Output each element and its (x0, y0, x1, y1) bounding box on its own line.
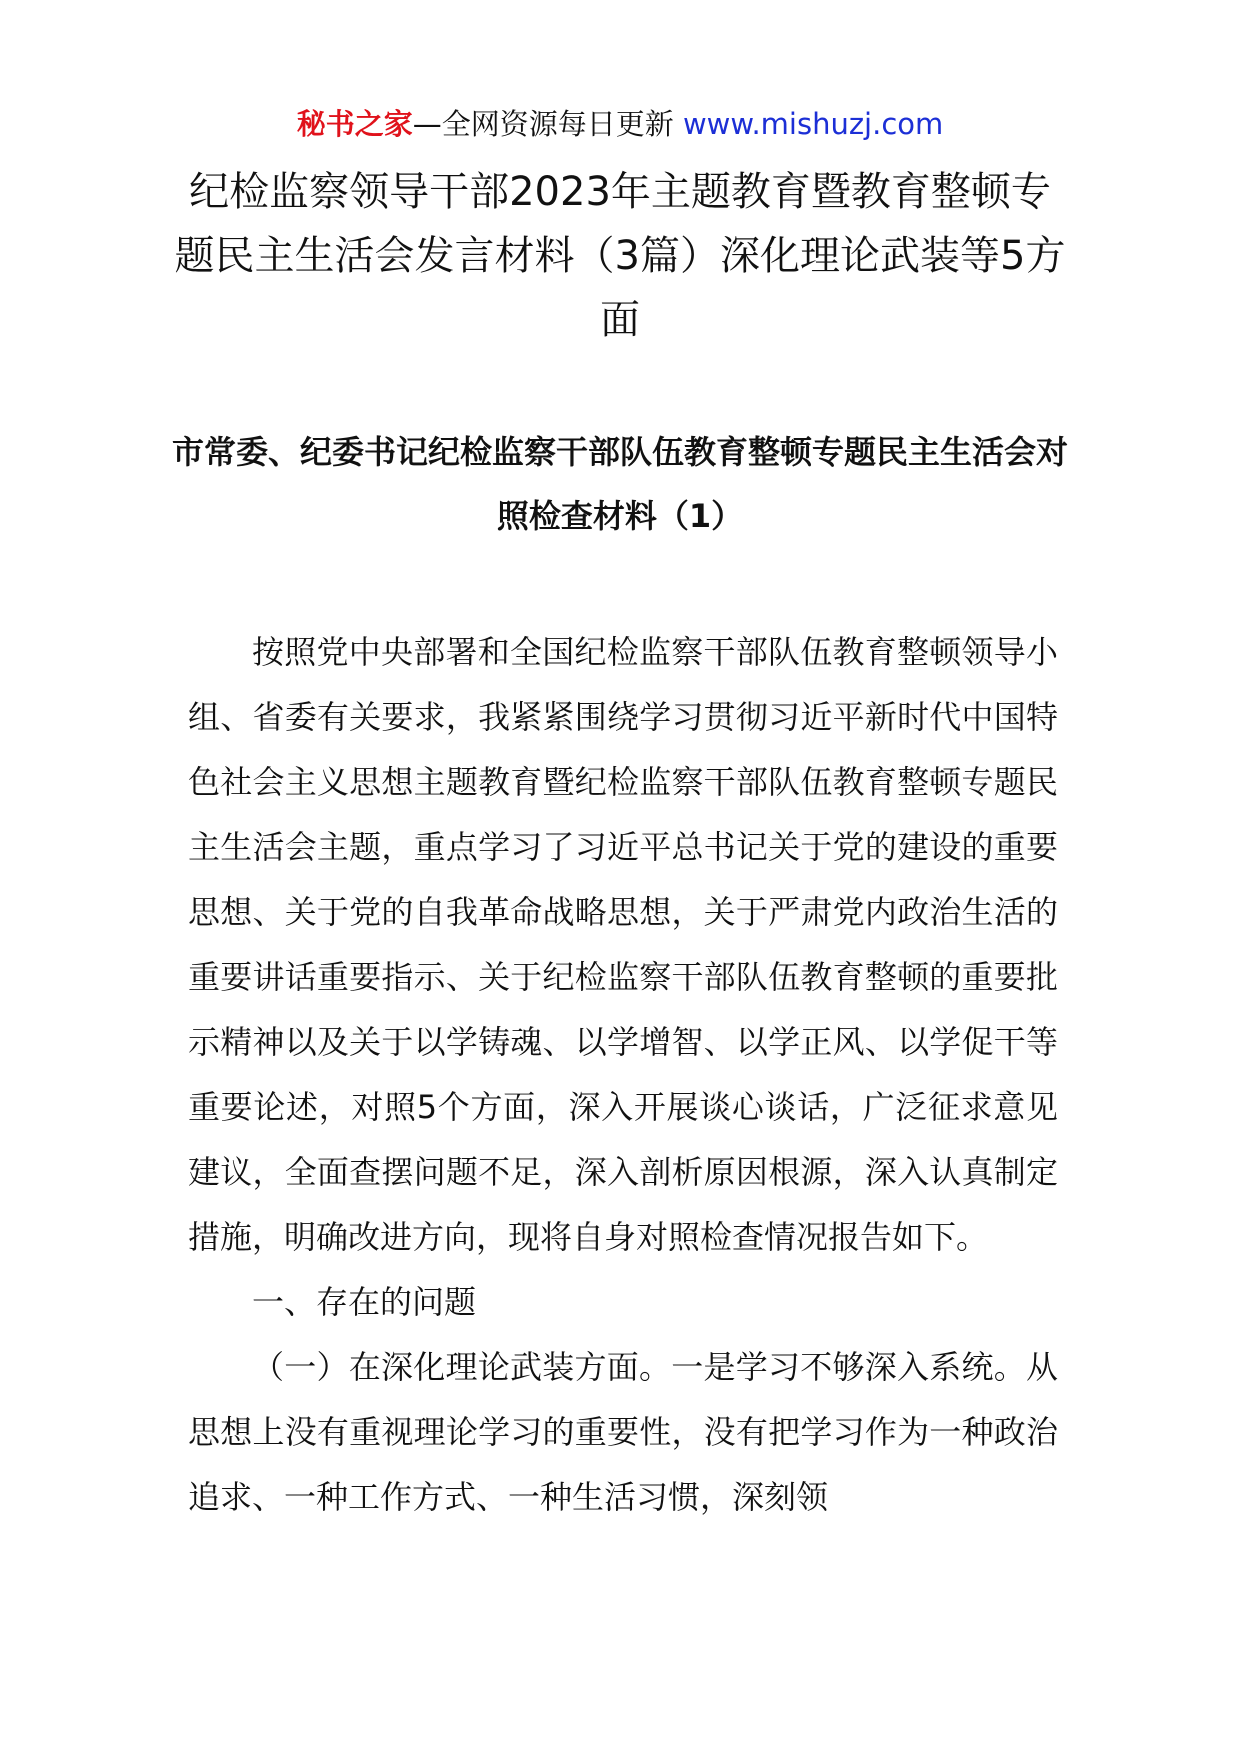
section-heading: 一、存在的问题 (252, 1283, 477, 1321)
document-subtitle: 市常委、纪委书记纪检监察干部队伍教育整顿专题民主生活会对照检查材料（1） (171, 433, 1068, 535)
document-title: 纪检监察领导干部2023年主题教育暨教育整顿专题民主生活会发言材料（3篇）深化理论武装等5方面 (174, 169, 1066, 343)
watermark-brand: 秘书之家 (296, 107, 413, 141)
intro-paragraph: 按照党中央部署和全国纪检监察干部队伍教育整顿领导小组、省委有关要求，我紧紧围绕学习贯彻习近平新时代中国特色社会主义思想主题教育暨纪检监察干部队伍教育整顿专题民主生活会主题，重点学习了习近平总书记关于党的建设的重要思想、关于党的自我革命战略思想，关于严肃党内政治生活的重要讲话重要指示、关于纪检监察干部队伍教育整顿的重要批示精神以及关于以学铸魂、以学增智、以学正风、以学促干等重要论述，对照5个方面，深入开展谈心谈话，广泛征求意见建议，全面查摆问题不足，深入剖析原因根源，深入认真制定措施，明确改进方向，现将自身对照检查情况报告如下。 (188, 633, 1058, 1256)
watermark-text: —全网资源每日更新 (412, 107, 683, 141)
section-paragraph: （一）在深化理论武装方面。一是学习不够深入系统。从思想上没有重视理论学习的重要性，没有把学习作为一种政治追求、一种工作方式、一种生活习惯，深刻领 (188, 1348, 1058, 1516)
watermark-url[interactable]: www.mishuzj.com (682, 107, 944, 141)
document-body (188, 620, 1058, 1530)
watermark-header (0, 104, 1240, 144)
